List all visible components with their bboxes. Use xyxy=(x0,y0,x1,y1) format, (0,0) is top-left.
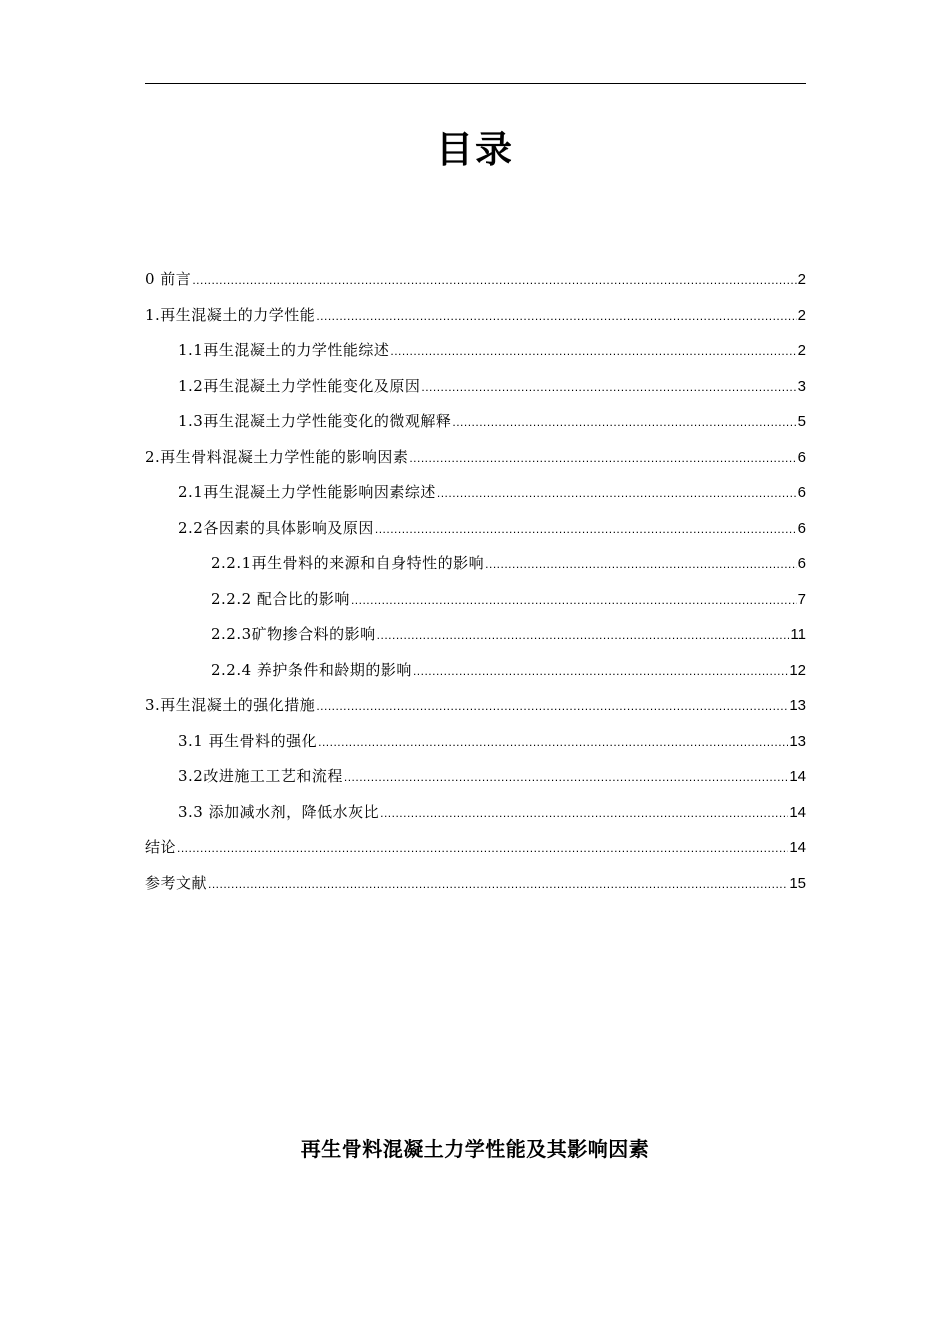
toc-entry[interactable] xyxy=(145,546,806,582)
toc-entry[interactable] xyxy=(145,724,806,760)
toc-entry-page: 14 xyxy=(789,839,806,856)
toc-title: 目录 xyxy=(436,128,514,171)
toc-dot-leader xyxy=(177,831,788,867)
toc-entry-page: 2 xyxy=(797,342,806,359)
toc-entry-page: 5 xyxy=(797,413,806,430)
toc-entry-page: 2 xyxy=(797,306,806,324)
toc-dot-leader xyxy=(409,441,796,477)
toc-dot-leader xyxy=(192,263,796,299)
toc-entry-label: 3.3 添加减水剂，降低水灰比 xyxy=(178,802,380,821)
header-rule xyxy=(145,83,806,84)
toc-entry[interactable] xyxy=(145,511,806,547)
toc-dot-leader xyxy=(452,405,796,441)
toc-entry[interactable] xyxy=(145,866,806,902)
toc-dot-leader xyxy=(380,796,788,832)
toc-entry-label: 2.2.1再生骨料的来源和自身特性的影响 xyxy=(211,554,485,572)
toc-entry-page: 2 xyxy=(797,271,806,288)
toc-entry-page: 13 xyxy=(789,732,806,750)
toc-entry-page: 14 xyxy=(789,768,806,785)
toc-entry-label: 3.1 再生骨料的强化 xyxy=(178,731,318,750)
toc-entry-label: 1.再生混凝土的力学性能 xyxy=(145,305,316,324)
toc-entry-page: 12 xyxy=(789,661,806,679)
toc-entry[interactable] xyxy=(145,688,806,724)
toc-entry-label: 2.2.3矿物掺合料的影响 xyxy=(211,625,376,643)
toc-entry-label: 0 前言 xyxy=(145,270,192,288)
toc-dot-leader xyxy=(375,512,797,548)
toc-entry-page: 14 xyxy=(789,803,806,821)
toc-entry[interactable] xyxy=(145,404,806,440)
toc-dot-leader xyxy=(351,583,797,619)
toc-entry-label: 结论 xyxy=(145,838,177,856)
toc-entry[interactable] xyxy=(145,333,806,369)
toc-entry[interactable] xyxy=(145,440,806,476)
table-of-contents xyxy=(145,262,806,901)
toc-entry-page: 6 xyxy=(797,448,806,466)
toc-entry-label: 3.2改进施工工艺和流程 xyxy=(178,767,343,785)
toc-entry[interactable] xyxy=(145,369,806,405)
toc-entry[interactable] xyxy=(145,830,806,866)
toc-dot-leader xyxy=(208,867,788,903)
toc-entry-page: 3 xyxy=(797,377,806,395)
toc-entry[interactable] xyxy=(145,795,806,831)
toc-entry[interactable] xyxy=(145,653,806,689)
toc-dot-leader xyxy=(344,760,788,796)
toc-entry-label: 2.2.2 配合比的影响 xyxy=(211,589,350,608)
toc-dot-leader xyxy=(318,725,788,761)
toc-entry-page: 6 xyxy=(797,484,806,501)
toc-entry-label: 2.1再生混凝土力学性能影响因素综述 xyxy=(178,483,436,501)
toc-entry-page: 15 xyxy=(789,874,806,892)
toc-entry-label: 2.2各因素的具体影响及原因 xyxy=(178,518,374,537)
toc-dot-leader xyxy=(437,476,797,512)
toc-entry[interactable] xyxy=(145,298,806,334)
toc-dot-leader xyxy=(390,334,796,370)
toc-dot-leader xyxy=(377,618,790,654)
toc-entry[interactable] xyxy=(145,262,806,298)
toc-entry-label: 1.2再生混凝土力学性能变化及原因 xyxy=(178,376,421,395)
toc-dot-leader xyxy=(316,689,788,725)
toc-entry-label: 参考文献 xyxy=(145,873,208,892)
toc-entry-label: 2.再生骨料混凝土力学性能的影响因素 xyxy=(145,447,409,466)
toc-entry[interactable] xyxy=(145,617,806,653)
toc-entry-label: 1.1再生混凝土的力学性能综述 xyxy=(178,341,390,359)
toc-entry-page: 7 xyxy=(797,590,806,608)
toc-entry-page: 11 xyxy=(790,626,806,643)
toc-dot-leader xyxy=(413,654,788,690)
toc-entry-label: 1.3再生混凝土力学性能变化的微观解释 xyxy=(178,412,452,430)
toc-entry-page: 13 xyxy=(789,697,806,714)
toc-dot-leader xyxy=(316,299,796,335)
toc-entry-label: 2.2.4 养护条件和龄期的影响 xyxy=(211,660,412,679)
toc-entry[interactable] xyxy=(145,475,806,511)
toc-entry-label: 3.再生混凝土的强化措施 xyxy=(145,696,316,714)
toc-entry-page: 6 xyxy=(797,555,806,572)
toc-dot-leader xyxy=(485,547,796,583)
toc-dot-leader xyxy=(421,370,796,406)
toc-entry[interactable] xyxy=(145,582,806,618)
toc-entry-page: 6 xyxy=(797,519,806,537)
toc-entry[interactable] xyxy=(145,759,806,795)
document-title: 再生骨料混凝土力学性能及其影响因素 xyxy=(300,1137,650,1161)
